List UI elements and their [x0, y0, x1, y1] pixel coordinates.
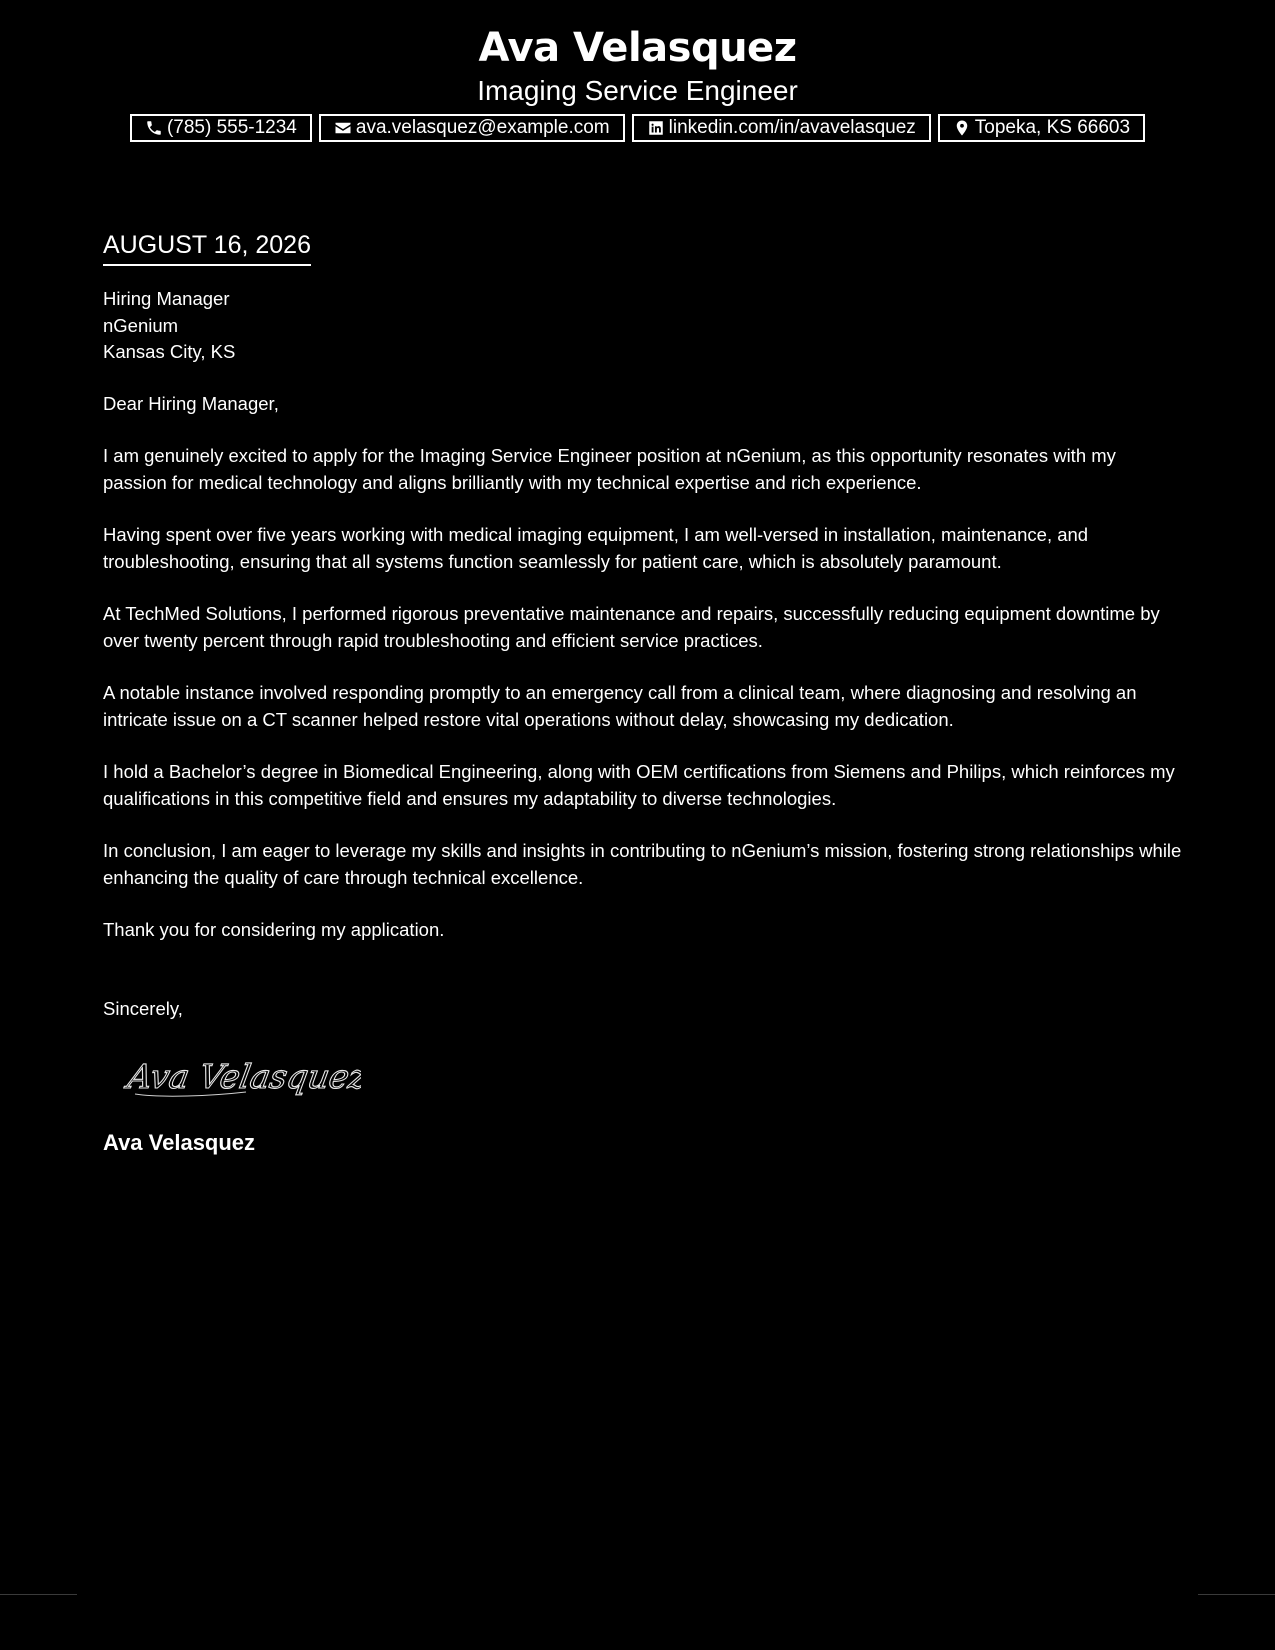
linkedin-icon — [647, 119, 665, 137]
recipient-company: nGenium — [103, 314, 179, 336]
map-marker-icon — [953, 119, 971, 137]
signatory-name: Ava Velasquez — [103, 1130, 256, 1155]
location-text: Topeka, KS 66603 — [974, 117, 1131, 138]
email-text: ava.velasquez@example.com — [355, 117, 610, 138]
paragraph-experience: Having spent over five years working with medical imaging equipment, I am well-versed in installation, maintenance, and troubleshooting, ensuring that all systems function seamlessly for patient care, which is absolutely paramount. — [103, 524, 1089, 572]
recipient-block — [103, 286, 1183, 366]
paragraph-intro: I am genuinely excited to apply for the Imaging Service Engineer position at nGenium, as this opportunity resonates with my passion for medical technology and aligns brilliantly with my technical expertise and rich experience. — [103, 445, 1116, 493]
paragraph-education: I hold a Bachelor’s degree in Biomedical Engineering, along with OEM certifications from Siemens and Philips, which reinforces my qualifications in this competitive field and ensures my adaptability to diverse technologies. — [103, 761, 1175, 809]
paragraph-conclusion: In conclusion, I am eager to leverage my skills and insights in contributing to nGenium’s mission, fostering strong relationships while enhancing the quality of care through technical excellence. — [103, 840, 1182, 888]
paragraph-thanks: Thank you for considering my application. — [103, 919, 445, 940]
salutation: Dear Hiring Manager, — [103, 392, 279, 414]
linkedin-text: linkedin.com/in/avavelasquez — [668, 117, 916, 138]
recipient-location: Kansas City, KS — [103, 341, 236, 362]
location-chip[interactable] — [938, 114, 1145, 142]
phone-chip[interactable] — [130, 114, 312, 142]
email-chip[interactable] — [319, 114, 625, 142]
linkedin-chip[interactable] — [632, 114, 931, 142]
phone-text: (785) 555-1234 — [166, 117, 297, 138]
signature-script: Ava Velasquez — [124, 1057, 361, 1096]
job-title: Imaging Service Engineer — [477, 75, 798, 106]
letter-body — [103, 228, 1183, 1158]
envelope-icon — [334, 119, 352, 137]
footer-rule-left — [0, 1594, 77, 1595]
closing: Sincerely, — [103, 997, 183, 1019]
recipient-title: Hiring Manager — [103, 288, 230, 309]
letter-header — [0, 22, 1275, 142]
applicant-name: Ava Velasquez — [478, 25, 797, 71]
signature-image — [121, 1050, 361, 1108]
contact-bar — [0, 114, 1275, 142]
paragraph-emergency: A notable instance involved responding promptly to an emergency call from a clinical team, where diagnosing and resolving an intricate issue on a CT scanner helped restore vital operations without delay, showcasing my dedication. — [103, 682, 1137, 730]
handwritten-signature — [121, 1050, 361, 1108]
footer-rule-right — [1198, 1594, 1275, 1595]
letter-date: AUGUST 16, 2026 — [103, 228, 311, 266]
phone-icon — [145, 119, 163, 137]
paragraph-techmed: At TechMed Solutions, I performed rigorous preventative maintenance and repairs, successfully reducing equipment downtime by over twenty percent through rapid troubleshooting and efficient service practices. — [103, 603, 1160, 651]
